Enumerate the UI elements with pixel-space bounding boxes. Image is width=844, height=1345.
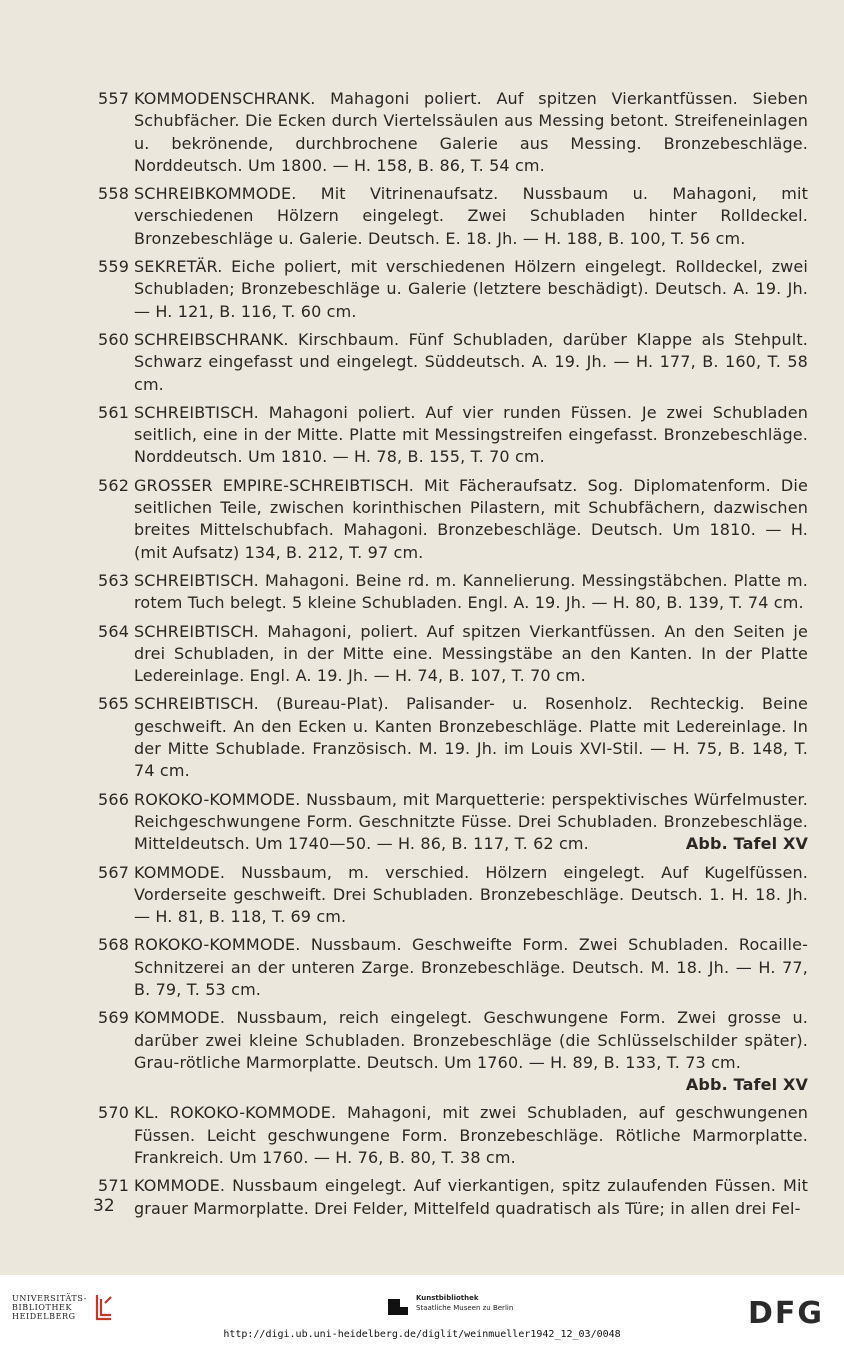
entry-text (134, 789, 808, 856)
entry-text: SCHREIBTISCH. Mahagoni. Beine rd. m. Kannelierung. Messingstäbchen. Platte m. rotem Tuch belegt. 5 kleine Schubladen. Engl. A. 19. Jh. — H. 80, B. 139, T. 74 cm. (134, 570, 808, 613)
entry-text: KOMMODE. Nussbaum, m. verschied. Hölzern eingelegt. Auf Kugelfüssen. Vorderseite geschweift. Drei Schubladen. Bronzebeschläge. Deutsch. 1. H. 18. Jh. — H. 81, B. 118, T. 69 cm. (134, 862, 808, 927)
catalog-entry (98, 475, 808, 564)
entry-text: SCHREIBTISCH. (Bureau-Plat). Palisander- u. Rosenholz. Rechteckig. Beine geschweift. An den Ecken u. Kanten Bronzebeschläge. Platte mit Ledereinlage. In der Mitte Schublade. Französisch. M. 19. Jh. im Louis XVI-Stil. — H. 75, B. 148, T. 74 cm. (134, 694, 808, 781)
entry-text: KOMMODE. Nussbaum eingelegt. Auf vierkantigen, spitz zulaufenden Füssen. Mit grauer Marmorplatte. Drei Felder, Mittelfeld quadratisch als Türe; in allen drei Fel- (134, 1176, 808, 1218)
plate-reference: Abb. Tafel XV (685, 1075, 808, 1095)
entry-number: 563 (98, 570, 130, 590)
kunstbibliothek-icon (386, 1293, 410, 1317)
entry-number: 559 (98, 257, 130, 277)
entry-text: KL. ROKOKO-KOMMODE. Mahagoni, mit zwei Schubladen, auf geschwungenen Füssen. Leicht geschwungene Form. Bronzebeschläge. Rötliche Marmorplatte. Frankreich. Um 1760. — H. 76, B. 80, T. 38 cm. (134, 1103, 808, 1168)
digitization-footer (0, 1275, 844, 1345)
catalog-entry (98, 789, 808, 856)
entry-number: 571 (98, 1176, 130, 1196)
kunstbibliothek-logo[interactable] (386, 1293, 513, 1317)
page-number: 32 (93, 1196, 115, 1216)
university-library-logo[interactable] (12, 1293, 115, 1321)
entry-number: 562 (98, 475, 130, 495)
entry-text: SCHREIBSCHRANK. Kirschbaum. Fünf Schubladen, darüber Klappe als Stehpult. Schwarz eingefasst und eingelegt. Süddeutsch. A. 19. Jh. — H. 177, B. 160, T. 58 cm. (134, 329, 808, 394)
entry-number: 557 (98, 89, 130, 108)
catalog-entry (98, 570, 808, 615)
entry-number: 570 (98, 1103, 130, 1123)
logo-line: UNIVERSITÄTS- (12, 1293, 88, 1303)
entry-text-body: KOMMODE. Nussbaum, reich eingelegt. Geschwungene Form. Zwei grosse u. darüber zwei kleine Schubladen. Bronzebeschläge (die Schlüsselschilder später). Grau-rötliche Marmorplatte. Deutsch. Um 1760. — H. 89, B. 133, T. 73 cm. (134, 1008, 808, 1072)
entry-number: 568 (98, 935, 130, 955)
entry-text: ROKOKO-KOMMODE. Nussbaum. Geschweifte Form. Zwei Schubladen. Rocaille-Schnitzerei an der unteren Zarge. Bronzebeschläge. Deutsch. M. 18. Jh. — H. 77, B. 79, T. 53 cm. (134, 935, 808, 999)
entry-text: SCHREIBKOMMODE. Mit Vitrinenaufsatz. Nussbaum u. Mahagoni, mit verschiedenen Hölzern eingelegt. Zwei Schubladen hinter Rolldeckel. Bronzebeschläge u. Galerie. Deutsch. E. 18. Jh. — H. 188, B. 100, T. 56 cm. (134, 184, 808, 248)
entry-text-body: ROKOKO-KOMMODE. Nussbaum, mit Marquetterie: perspektivisches Würfelmuster. Reichgeschwungene Form. Geschnitzte Füsse. Drei Schubladen. Bronzebeschläge. Mitteldeutsch. Um 1740—50. — H. 86, B. 117, T. 62 cm. (134, 789, 808, 854)
catalog-entry (98, 256, 808, 323)
catalog-entry (98, 329, 808, 396)
entry-number: 569 (98, 1008, 130, 1028)
plate-reference: Abb. Tafel XV (685, 834, 808, 854)
catalog-entry (98, 621, 808, 688)
entry-number: 565 (98, 694, 130, 714)
catalog-entry (98, 693, 808, 782)
catalog-entry (98, 1102, 808, 1169)
catalog-entry (98, 1007, 808, 1096)
entry-number: 564 (98, 621, 130, 641)
entry-number: 558 (98, 184, 130, 204)
university-crest-icon (93, 1293, 115, 1321)
catalog-entry (98, 402, 808, 469)
logo-line: HEIDELBERG (12, 1311, 76, 1321)
entry-text: SCHREIBTISCH. Mahagoni poliert. Auf vier runden Füssen. Je zwei Schubladen seitlich, eine in der Mitte. Platte mit Messingstreifen eingefasst. Bronzebeschläge. Norddeutsch. Um 1810. — H. 78, B. 155, T. 70 cm. (134, 402, 808, 467)
catalog-entries (98, 88, 808, 1226)
entry-text: GROSSER EMPIRE-SCHREIBTISCH. Mit Fächeraufsatz. Sog. Diplomatenform. Die seitlichen Teile, zwischen korinthischen Pilastern, mit Schubfächern, dazwischen breites Mittelschubfach. Mahagoni. Bronzebeschläge. Deutsch. Um 1810. — H. (mit Aufsatz) 134, B. 212, T. 97 cm. (134, 475, 808, 562)
entry-number: 561 (98, 402, 130, 422)
library-name: Kunstbibliothek (416, 1294, 479, 1302)
entry-number: 560 (98, 329, 130, 349)
logo-line: BIBLIOTHEK (12, 1302, 73, 1312)
catalog-entry (98, 88, 808, 177)
source-url-link[interactable]: http://digi.ub.uni-heidelberg.de/diglit/weinmueller1942_12_03/0048 (223, 1329, 621, 1340)
catalog-entry (98, 1175, 808, 1220)
entry-number: 566 (98, 789, 130, 809)
entry-number: 567 (98, 862, 130, 882)
entry-text: SEKRETÄR. Eiche poliert, mit verschiedenen Hölzern eingelegt. Rolldeckel, zwei Schubladen; Bronzebeschläge u. Galerie (letztere beschädigt). Deutsch. A. 19. Jh. — H. 121, B. 116, T. 60 cm. (134, 257, 808, 321)
catalog-entry (98, 183, 808, 250)
kunstbibliothek-text (416, 1293, 513, 1313)
university-logo-text (12, 1294, 87, 1321)
dfg-logo[interactable] (748, 1297, 832, 1327)
catalog-entry (98, 862, 808, 929)
dfg-logo-text: DFG (748, 1297, 825, 1327)
entry-text (134, 1007, 808, 1096)
library-subtitle: Staatliche Museen zu Berlin (416, 1304, 514, 1312)
entry-text: SCHREIBTISCH. Mahagoni, poliert. Auf spitzen Vierkantfüssen. An den Seiten je drei Schubladen, in der Mitte eine. Messingstäbe an den Kanten. In der Platte Ledereinlage. Engl. A. 19. Jh. — H. 74, B. 107, T. 70 cm. (134, 621, 808, 686)
entry-text: KOMMODENSCHRANK. Mahagoni poliert. Auf spitzen Vierkantfüssen. Sieben Schubfächer. Die Ecken durch Viertelssäulen aus Messing betont. Streifeneinlagen u. bekrönende, durchbrochene Galerie aus Messing. Bronzebeschläge. Norddeutsch. Um 1800. — H. 158, B. 86, T. 54 cm. (134, 89, 808, 175)
catalog-entry (98, 934, 808, 1001)
